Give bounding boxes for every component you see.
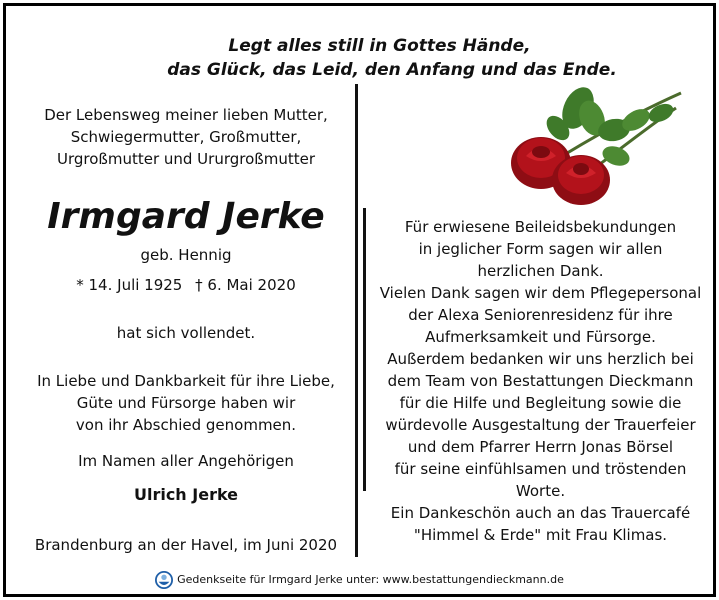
motto-line-2: das Glück, das Leid, den Anfang und das Ende.: [167, 60, 617, 80]
thanks-line: und dem Pfarrer Herrn Jonas Börsel: [407, 438, 674, 456]
thanks-line: dem Team von Bestattungen Dieckmann: [387, 372, 694, 390]
intro-line: Schwiegermutter, Großmutter,: [70, 128, 302, 146]
gratitude-line: von ihr Abschied genommen.: [75, 416, 297, 434]
obituary-card: [3, 3, 716, 597]
footer-content: [155, 571, 564, 589]
place-date: Brandenburg an der Havel, im Juni 2020: [34, 536, 338, 554]
thanks-line: herzlichen Dank.: [477, 262, 604, 280]
thanks-line: Ein Dankeschön auch an das Trauercafé: [390, 504, 691, 522]
motto-line-1: Legt alles still in Gottes Hände,: [228, 36, 531, 56]
roses-image: [496, 68, 696, 208]
thanks-line: für seine einfühlsamen und tröstenden: [394, 460, 687, 478]
life-dates: [26, 274, 346, 296]
thanks-line: "Himmel & Erde" mit Frau Klimas.: [413, 526, 668, 544]
deceased-name: Irmgard Jerke: [47, 196, 325, 237]
thanks-line: würdevolle Ausgestaltung der Trauerfeier: [385, 416, 696, 434]
on-behalf-text: Im Namen aller Angehörigen: [78, 452, 294, 470]
memorial-logo-icon: [155, 571, 173, 589]
thanks-text: [368, 216, 713, 546]
gratitude-line: Güte und Fürsorge haben wir: [76, 394, 296, 412]
thanks-line: Außerdem bedanken wir uns herzlich bei: [387, 350, 694, 368]
thanks-line: Für erwiesene Beileidsbekundungen: [404, 218, 677, 236]
death-date: † 6. Mai 2020: [195, 276, 296, 294]
signer-name: Ulrich Jerke: [133, 485, 239, 504]
gratitude-line: In Liebe und Dankbarkeit für ihre Liebe,: [37, 372, 335, 390]
thanks-line: Worte.: [515, 482, 566, 500]
rose-bloom-right: [552, 155, 610, 205]
completion-text: hat sich vollendet.: [116, 324, 256, 342]
birth-date: * 14. Juli 1925: [76, 276, 183, 294]
thanks-line: in jeglicher Form sagen wir allen: [418, 240, 663, 258]
intro-line: Der Lebensweg meiner lieben Mutter,: [44, 106, 328, 124]
intro-text: [26, 104, 346, 170]
memorial-page-link[interactable]: Gedenkseite für Irmgard Jerke unter: www.bestattungendieckmann.de: [177, 573, 564, 586]
birth-name: geb. Hennig: [140, 246, 232, 264]
footer: [6, 571, 713, 593]
thanks-line: Aufmerksamkeit und Fürsorge.: [425, 328, 656, 346]
intro-line: Urgroßmutter und Ururgroßmutter: [56, 150, 316, 168]
left-divider: [355, 84, 358, 557]
thanks-line: für die Hilfe und Begleitung sowie die: [399, 394, 682, 412]
thanks-line: der Alexa Seniorenresidenz für ihre: [408, 306, 673, 324]
thanks-line: Vielen Dank sagen wir dem Pflegepersonal: [379, 284, 702, 302]
right-divider: [363, 208, 366, 491]
gratitude-text: [26, 370, 346, 436]
